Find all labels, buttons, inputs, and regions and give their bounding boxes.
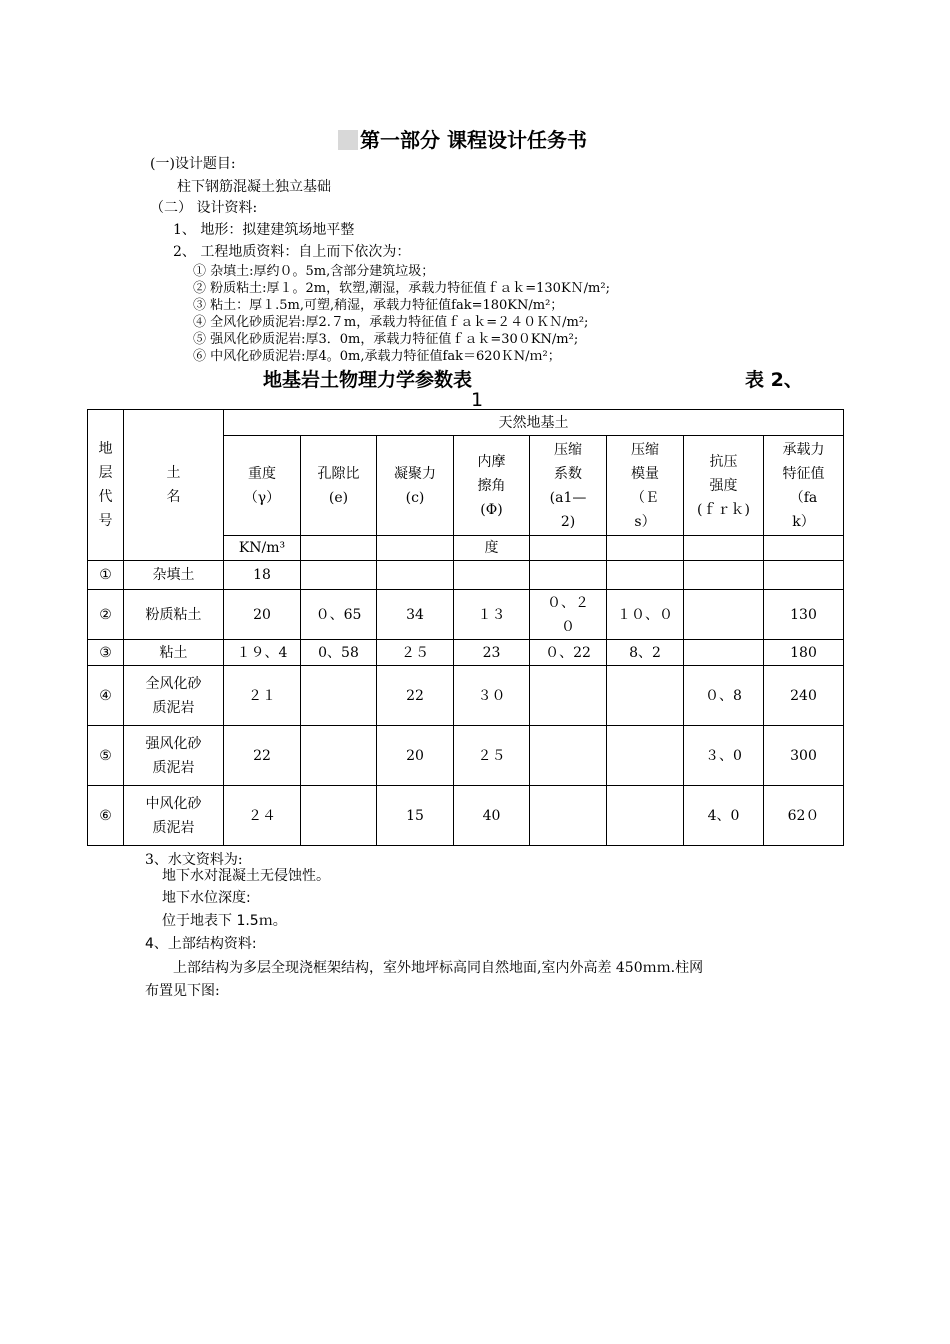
- layer-id: ②: [88, 590, 124, 640]
- unit-cell: [684, 536, 764, 561]
- table-cell: １３: [454, 590, 530, 640]
- unit-cell: [607, 536, 684, 561]
- hydro-line-1: 地下水对混凝土无侵蚀性。: [162, 868, 330, 884]
- table-cell: ２５: [454, 726, 530, 786]
- table-row: [88, 640, 844, 666]
- header-bearing-capacity: 承载力 特征值 （fa k）: [764, 436, 844, 536]
- hydro-heading: 3、水文资料为:: [145, 852, 243, 868]
- table-cell: 62０: [764, 786, 844, 846]
- table-cell: ０、２ ０: [530, 590, 607, 640]
- layer-id: ③: [88, 640, 124, 666]
- table-cell: [301, 786, 377, 846]
- table-cell: 23: [454, 640, 530, 666]
- table-cell: １９、4: [224, 640, 301, 666]
- page-title: [338, 124, 587, 153]
- table-cell: ３０: [454, 666, 530, 726]
- table-cell: 240: [764, 666, 844, 726]
- table-cell: [607, 726, 684, 786]
- header-friction-angle: 内摩 擦角 (Φ): [454, 436, 530, 536]
- header-compress-strength: 抗压 强度 (ｆｒｋ): [684, 436, 764, 536]
- unit-cell: [764, 536, 844, 561]
- layer-id: ④: [88, 666, 124, 726]
- layer-name: 粉质粘土: [124, 590, 224, 640]
- table-cell: [684, 561, 764, 590]
- header-layer-code: 地 层 代 号: [88, 410, 124, 561]
- table-cell: [530, 666, 607, 726]
- page-title-text: 第一部分 课程设计任务书: [360, 128, 587, 152]
- table-cell: １０、０: [607, 590, 684, 640]
- table-cell: [764, 561, 844, 590]
- highlight-mark: [338, 130, 358, 150]
- unit-cell: [377, 536, 454, 561]
- table-cell: ０、22: [530, 640, 607, 666]
- table-cell: [301, 726, 377, 786]
- geology-heading: 2、 工程地质资料：自上而下依次为：: [173, 244, 411, 260]
- table-cell: ２４: [224, 786, 301, 846]
- table-number-prefix: 表 2、: [745, 369, 803, 391]
- table-cell: 4、0: [684, 786, 764, 846]
- layer-id: ⑤: [88, 726, 124, 786]
- layer-name: 中风化砂 质泥岩: [124, 786, 224, 846]
- layer-line-4: ④ 全风化砂质泥岩:厚2.７m，承载力特征值ｆａｋ=２４０ＫＮ/m²;: [193, 315, 589, 330]
- header-void-ratio: 孔隙比 (e): [301, 436, 377, 536]
- table-cell: 22: [224, 726, 301, 786]
- table-cell: 22: [377, 666, 454, 726]
- layer-name: 全风化砂 质泥岩: [124, 666, 224, 726]
- table-row: [88, 726, 844, 786]
- table-cell: [684, 590, 764, 640]
- unit-cell: KN/m³: [224, 536, 301, 561]
- table-cell: 0、58: [301, 640, 377, 666]
- table-cell: [530, 561, 607, 590]
- table-cell: ０、8: [684, 666, 764, 726]
- unit-cell: [301, 536, 377, 561]
- header-unit-weight: 重度 （γ）: [224, 436, 301, 536]
- table-cell: ３、0: [684, 726, 764, 786]
- table-cell: 20: [224, 590, 301, 640]
- header-compress-coef: 压缩 系数 (a1— 2): [530, 436, 607, 536]
- table-cell: [607, 666, 684, 726]
- structure-paragraph-line-2: 布置见下图:: [145, 983, 220, 999]
- table-cell: [607, 786, 684, 846]
- hydro-line-2: 地下水位深度:: [162, 890, 251, 906]
- layer-line-3: ③ 粘土：厚１.5m,可塑,稍湿，承载力特征值fak=180KN/m²；: [193, 298, 564, 313]
- soil-parameter-table: [87, 409, 844, 846]
- layer-line-5: ⑤ 强风化砂质泥岩:厚3．0m，承载力特征值ｆａｋ=30０KN/m²;: [193, 332, 579, 347]
- table-cell: [684, 640, 764, 666]
- table-cell: [530, 786, 607, 846]
- table-cell: ２１: [224, 666, 301, 726]
- table-cell: 8、2: [607, 640, 684, 666]
- table-cell: [377, 561, 454, 590]
- table-cell: 130: [764, 590, 844, 640]
- design-data-heading: （二） 设计资料:: [150, 200, 258, 216]
- structure-heading: 4、上部结构资料:: [145, 936, 257, 952]
- structure-paragraph-line-1: 上部结构为多层全现浇框架结构，室外地坪标高同自然地面,室内外高差 450ｍｍ.柱网: [173, 960, 704, 976]
- table-cell: [607, 561, 684, 590]
- table-cell: 300: [764, 726, 844, 786]
- table-cell: [530, 726, 607, 786]
- table-row: [88, 666, 844, 726]
- table-number-suffix: 1: [471, 389, 484, 411]
- layer-line-6: ⑥ 中风化砂质泥岩:厚4。0m,承载力特征值fak＝620ＫN/ｍ²；: [193, 349, 561, 364]
- layer-name: 强风化砂 质泥岩: [124, 726, 224, 786]
- layer-line-2: ② 粉质粘土:厚１。2m，软塑,潮湿，承载力特征值ｆａｋ=130KＮ/m²;: [193, 281, 610, 296]
- table-cell: [301, 666, 377, 726]
- layer-id: ⑥: [88, 786, 124, 846]
- header-compress-modulus: 压缩 模量 （Ｅ s）: [607, 436, 684, 536]
- table-cell: ２５: [377, 640, 454, 666]
- design-topic-heading: (一)设计题目:: [150, 156, 236, 172]
- table-cell: [454, 561, 530, 590]
- table-cell: 15: [377, 786, 454, 846]
- header-soil-name: 土 名: [124, 410, 224, 561]
- layer-name: 粘土: [124, 640, 224, 666]
- table-cell: [301, 561, 377, 590]
- table-row: [88, 786, 844, 846]
- table-cell: 40: [454, 786, 530, 846]
- table-cell: 20: [377, 726, 454, 786]
- table-cell: 34: [377, 590, 454, 640]
- table-cell: ０、65: [301, 590, 377, 640]
- terrain-line: 1、 地形：拟建建筑场地平整: [173, 222, 355, 238]
- unit-cell: 度: [454, 536, 530, 561]
- header-cohesion: 凝聚力 (c): [377, 436, 454, 536]
- hydro-line-3: 位于地表下 1.5ｍ。: [162, 913, 287, 929]
- table-row: [88, 590, 844, 640]
- table-cell: 180: [764, 640, 844, 666]
- unit-cell: [530, 536, 607, 561]
- design-topic-value: 柱下钢筋混凝土独立基础: [177, 179, 331, 195]
- header-natural-soil: 天然地基土: [224, 410, 844, 436]
- layer-name: 杂填土: [124, 561, 224, 590]
- table-title: 地基岩土物理力学参数表: [263, 369, 473, 391]
- layer-line-1: ① 杂填土:厚约０。5m,含部分建筑垃圾；: [193, 264, 435, 279]
- table-row: [88, 561, 844, 590]
- table-cell: 18: [224, 561, 301, 590]
- layer-id: ①: [88, 561, 124, 590]
